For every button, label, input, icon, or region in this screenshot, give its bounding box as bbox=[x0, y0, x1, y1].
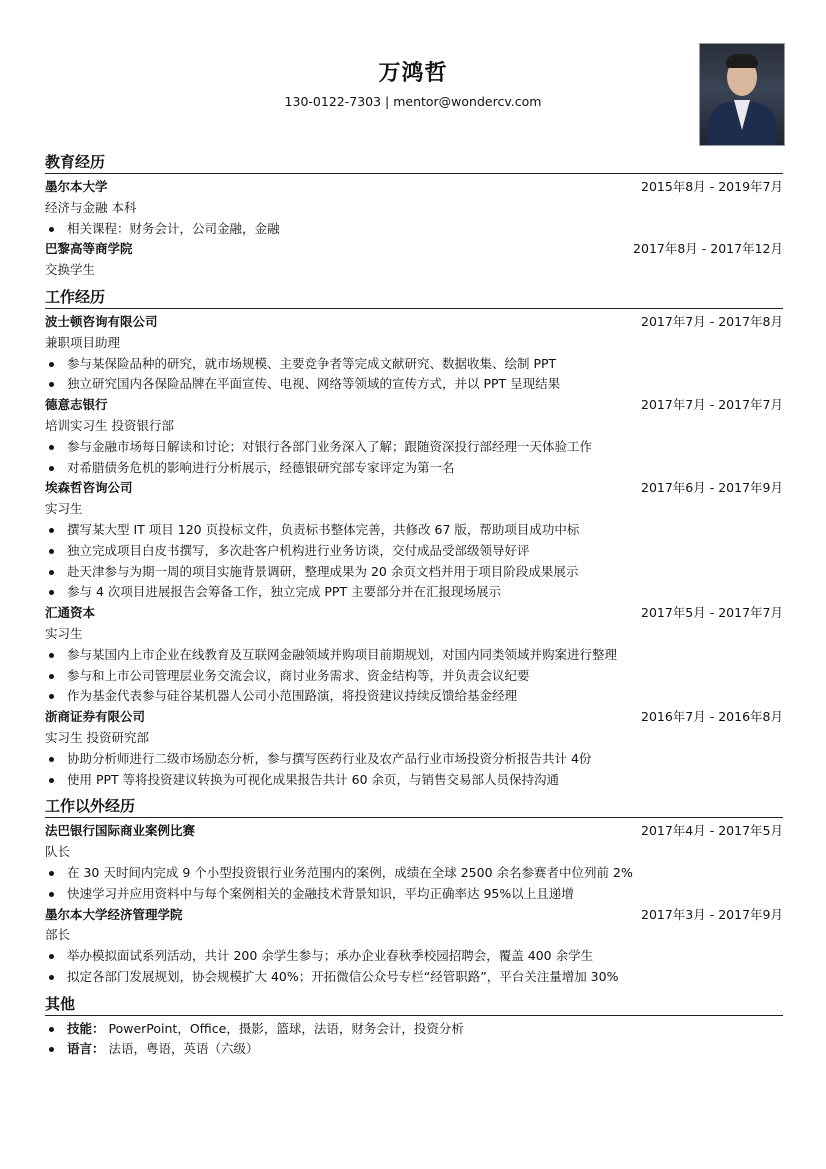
section-title: 教育经历 bbox=[45, 152, 783, 174]
bullet-list bbox=[45, 1019, 783, 1061]
entry-date: 2017年5月 - 2017年7月 bbox=[641, 605, 783, 621]
bullet-item: 拟定各部门发展规划，协会规模扩大 40%；开拓微信公众号专栏“经管职路”，平台关注量增加 30% bbox=[45, 967, 783, 988]
bullet-item: 独立研究国内各保险品牌在平面宣传、电视、网络等领域的宣传方式，并以 PPT 呈现结果 bbox=[45, 374, 783, 395]
bullet-item: 协助分析师进行二级市场励态分析，参与撰写医药行业及农产品行业市场投资分析报告共计 4份 bbox=[45, 749, 783, 770]
entry-date: 2017年7月 - 2017年7月 bbox=[641, 397, 783, 413]
bullet-icon bbox=[49, 549, 54, 554]
section-title: 工作经历 bbox=[45, 287, 783, 309]
extra-entry bbox=[45, 905, 783, 988]
bullet-list bbox=[45, 863, 783, 905]
photo-hair-shape bbox=[726, 54, 758, 68]
bullet-item: 参与金融市场每日解读和讨论；对银行各部门业务深入了解；跟随资深投行部经理一天体验工作 bbox=[45, 437, 783, 458]
entry-org: 浙商证券有限公司 bbox=[45, 709, 146, 725]
section-title: 其他 bbox=[45, 994, 783, 1016]
bullet-item: 撰写某大型 IT 项目 120 页投标文件，负责标书整体完善，共修改 67 版，帮助项目成功中标 bbox=[45, 520, 783, 541]
bullet-list bbox=[45, 946, 783, 988]
bullet-item: 参与某国内上市企业在线教育及互联网金融领域并购项目前期规划，对国内同类领域并购案进行整理 bbox=[45, 645, 783, 666]
entry-role: 经济与金融 本科 bbox=[45, 199, 137, 215]
bullet-item: 在 30 天时间内完成 9 个小型投资银行业务范围内的案例，成绩在全球 2500 余名参赛者中位列前 2% bbox=[45, 863, 783, 884]
bullet-icon bbox=[49, 1047, 54, 1052]
entry-org: 墨尔本大学经济管理学院 bbox=[45, 906, 183, 922]
work-entry bbox=[45, 478, 783, 603]
bullet-icon bbox=[49, 674, 54, 679]
bullet-icon bbox=[49, 382, 54, 387]
section-other bbox=[45, 994, 783, 1061]
section-title: 工作以外经历 bbox=[45, 796, 783, 818]
entry-org: 巴黎高等商学院 bbox=[45, 241, 133, 257]
bullet-icon bbox=[49, 570, 54, 575]
entry-role: 部长 bbox=[45, 927, 71, 943]
entry-org: 埃森哲咨询公司 bbox=[45, 480, 133, 496]
languages-label: 语言： bbox=[67, 1041, 105, 1057]
bullet-icon bbox=[49, 954, 54, 959]
entry-role: 兼职项目助理 bbox=[45, 334, 121, 350]
entry-org: 汇通资本 bbox=[45, 605, 96, 621]
entry-org: 德意志银行 bbox=[45, 397, 108, 413]
bullet-icon bbox=[49, 778, 54, 783]
work-entry bbox=[45, 603, 783, 707]
resume-content bbox=[45, 152, 783, 1066]
bullet-icon bbox=[49, 1027, 54, 1032]
bullet-list bbox=[45, 437, 783, 479]
bullet-list bbox=[45, 219, 783, 240]
bullet-item: 参与某保险品种的研究，就市场规模、主要竞争者等完成文献研究、数据收集、绘制 PPT bbox=[45, 354, 783, 375]
bullet-list bbox=[45, 645, 783, 707]
entry-org: 波士顿咨询有限公司 bbox=[45, 313, 158, 329]
entry-role: 实习生 bbox=[45, 501, 83, 517]
bullet-list bbox=[45, 354, 783, 396]
skills-label: 技能： bbox=[67, 1020, 105, 1036]
bullet-item: 独立完成项目白皮书撰写，多次赴客户机构进行业务访谈，交付成品受部级领导好评 bbox=[45, 541, 783, 562]
bullet-icon bbox=[49, 757, 54, 762]
bullet-item: 参与和上市公司管理层业务交流会议，商讨业务需求、资金结构等，并负责会议纪要 bbox=[45, 666, 783, 687]
bullet-icon bbox=[49, 445, 54, 450]
bullet-item: 使用 PPT 等将投资建议转换为可视化成果报告共计 60 余页，与销售交易部人员保持沟通 bbox=[45, 770, 783, 791]
bullet-item: 作为基金代表参与硅谷某机器人公司小范围路演，将投资建议持续反馈给基金经理 bbox=[45, 686, 783, 707]
bullet-list bbox=[45, 520, 783, 603]
bullet-icon bbox=[49, 975, 54, 980]
entry-date: 2017年7月 - 2017年8月 bbox=[641, 313, 783, 329]
bullet-item: 举办模拟面试系列活动，共计 200 余学生参与；承办企业春秋季校园招聘会，覆盖 400 余学生 bbox=[45, 946, 783, 967]
bullet-list bbox=[45, 749, 783, 791]
bullet-icon bbox=[49, 892, 54, 897]
profile-photo bbox=[699, 43, 785, 146]
entry-date: 2016年7月 - 2016年8月 bbox=[641, 709, 783, 725]
education-entry bbox=[45, 239, 783, 281]
entry-role: 培训实习生 投资银行部 bbox=[45, 417, 174, 433]
entry-date: 2017年8月 - 2017年12月 bbox=[633, 241, 783, 257]
languages-item bbox=[45, 1039, 783, 1060]
bullet-icon bbox=[49, 528, 54, 533]
entry-date: 2017年6月 - 2017年9月 bbox=[641, 480, 783, 496]
contact-info: 130-0122-7303 | mentor@wondercv.com bbox=[284, 94, 542, 109]
bullet-icon bbox=[49, 466, 54, 471]
entry-org: 墨尔本大学 bbox=[45, 179, 108, 194]
bullet-icon bbox=[49, 653, 54, 658]
bullet-item: 对希腊债务危机的影响进行分析展示，经德银研究部专家评定为第一名 bbox=[45, 458, 783, 479]
bullet-icon bbox=[49, 694, 54, 699]
section-education bbox=[45, 152, 783, 281]
work-entry bbox=[45, 395, 783, 478]
section-extracurricular bbox=[45, 796, 783, 987]
work-entry bbox=[45, 707, 783, 790]
education-entry bbox=[45, 177, 783, 239]
bullet-icon bbox=[49, 871, 54, 876]
bullet-item: 赴天津参与为期一周的项目实施背景调研，整理成果为 20 余页文档并用于项目阶段成果展示 bbox=[45, 562, 783, 583]
bullet-item: 快速学习并应用资料中与每个案例相关的金融技术背景知识，平均正确率达 95%以上且递增 bbox=[45, 884, 783, 905]
entry-org: 法巴银行国际商业案例比赛 bbox=[45, 823, 196, 839]
entry-date: 2017年3月 - 2017年9月 bbox=[641, 906, 783, 922]
work-entry bbox=[45, 312, 783, 395]
skills-value: PowerPoint，Office，摄影，篮球，法语，财务会计，投资分析 bbox=[108, 1020, 464, 1036]
bullet-item: 参与 4 次项目进展报告会筹备工作，独立完成 PPT 主要部分并在汇报现场展示 bbox=[45, 582, 783, 603]
candidate-name: 万鸿哲 bbox=[378, 61, 448, 86]
entry-role: 实习生 bbox=[45, 625, 83, 641]
bullet-icon bbox=[49, 362, 54, 367]
bullet-icon bbox=[49, 227, 54, 232]
extra-entry bbox=[45, 821, 783, 904]
bullet-icon bbox=[49, 590, 54, 595]
skills-item bbox=[45, 1019, 783, 1040]
bullet-item: 相关课程：财务会计，公司金融，金融 bbox=[45, 219, 783, 240]
entry-role: 实习生 投资研究部 bbox=[45, 729, 149, 745]
entry-date: 2015年8月 - 2019年7月 bbox=[641, 179, 783, 194]
entry-role: 交换学生 bbox=[45, 262, 96, 278]
languages-value: 法语，粤语，英语（六级） bbox=[108, 1041, 259, 1057]
entry-role: 队长 bbox=[45, 844, 71, 860]
section-work bbox=[45, 287, 783, 790]
entry-date: 2017年4月 - 2017年5月 bbox=[641, 823, 783, 839]
